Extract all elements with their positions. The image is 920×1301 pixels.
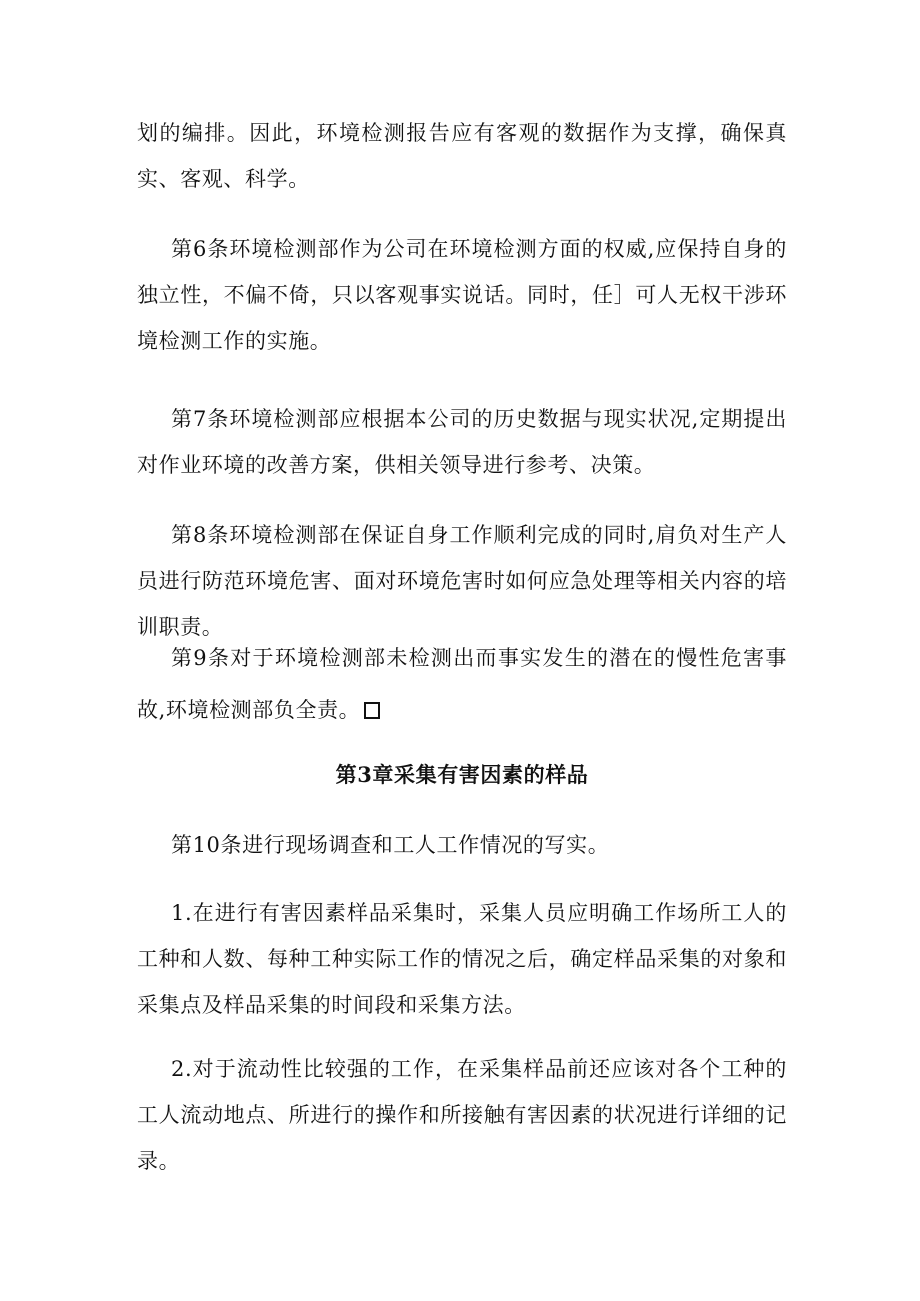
article-10: 第10条进行现场调查和工人工作情况的写实。	[171, 833, 610, 857]
article-6: 第6条环境检测部作为公司在环境检测方面的权威,应保持自身的独立性，不偏不倚，只以客观事实说话。同时，任］可人无权干涉环境检测工作的实施。	[137, 237, 787, 353]
chapter-3-heading: 第3章采集有害因素的样品	[335, 762, 589, 787]
list-item-2: 2.对于流动性比较强的工作，在采集样品前还应该对各个工种的工人流动地点、所进行的操作和所接触有害因素的状况进行详细的记录。	[137, 1057, 787, 1173]
article-9-text: 第9条对于环境检测部未检测出而事实发生的潜在的慢性危害事故,环境检测部负全责。	[137, 646, 787, 722]
article-9	[137, 632, 787, 736]
checkbox-icon	[364, 702, 380, 719]
list-item-1: 1.在进行有害因素样品采集时，采集人员应明确工作场所工人的工种和人数、每种工种实际工作的情况之后，确定样品采集的对象和采集点及样品采集的时间段和采集方法。	[137, 901, 787, 1017]
article-7: 第7条环境检测部应根据本公司的历史数据与现实状况,定期提出对作业环境的改善方案，供相关领导进行参考、决策。	[137, 407, 787, 477]
article-8: 第8条环境检测部在保证自身工作顺利完成的同时,肩负对生产人员进行防范环境危害、面对环境危害时如何应急处理等相关内容的培训职责。	[137, 523, 787, 639]
paragraph-continuation: 划的编排。因此，环境检测报告应有客观的数据作为支撑，确保真实、客观、科学。	[137, 121, 787, 191]
